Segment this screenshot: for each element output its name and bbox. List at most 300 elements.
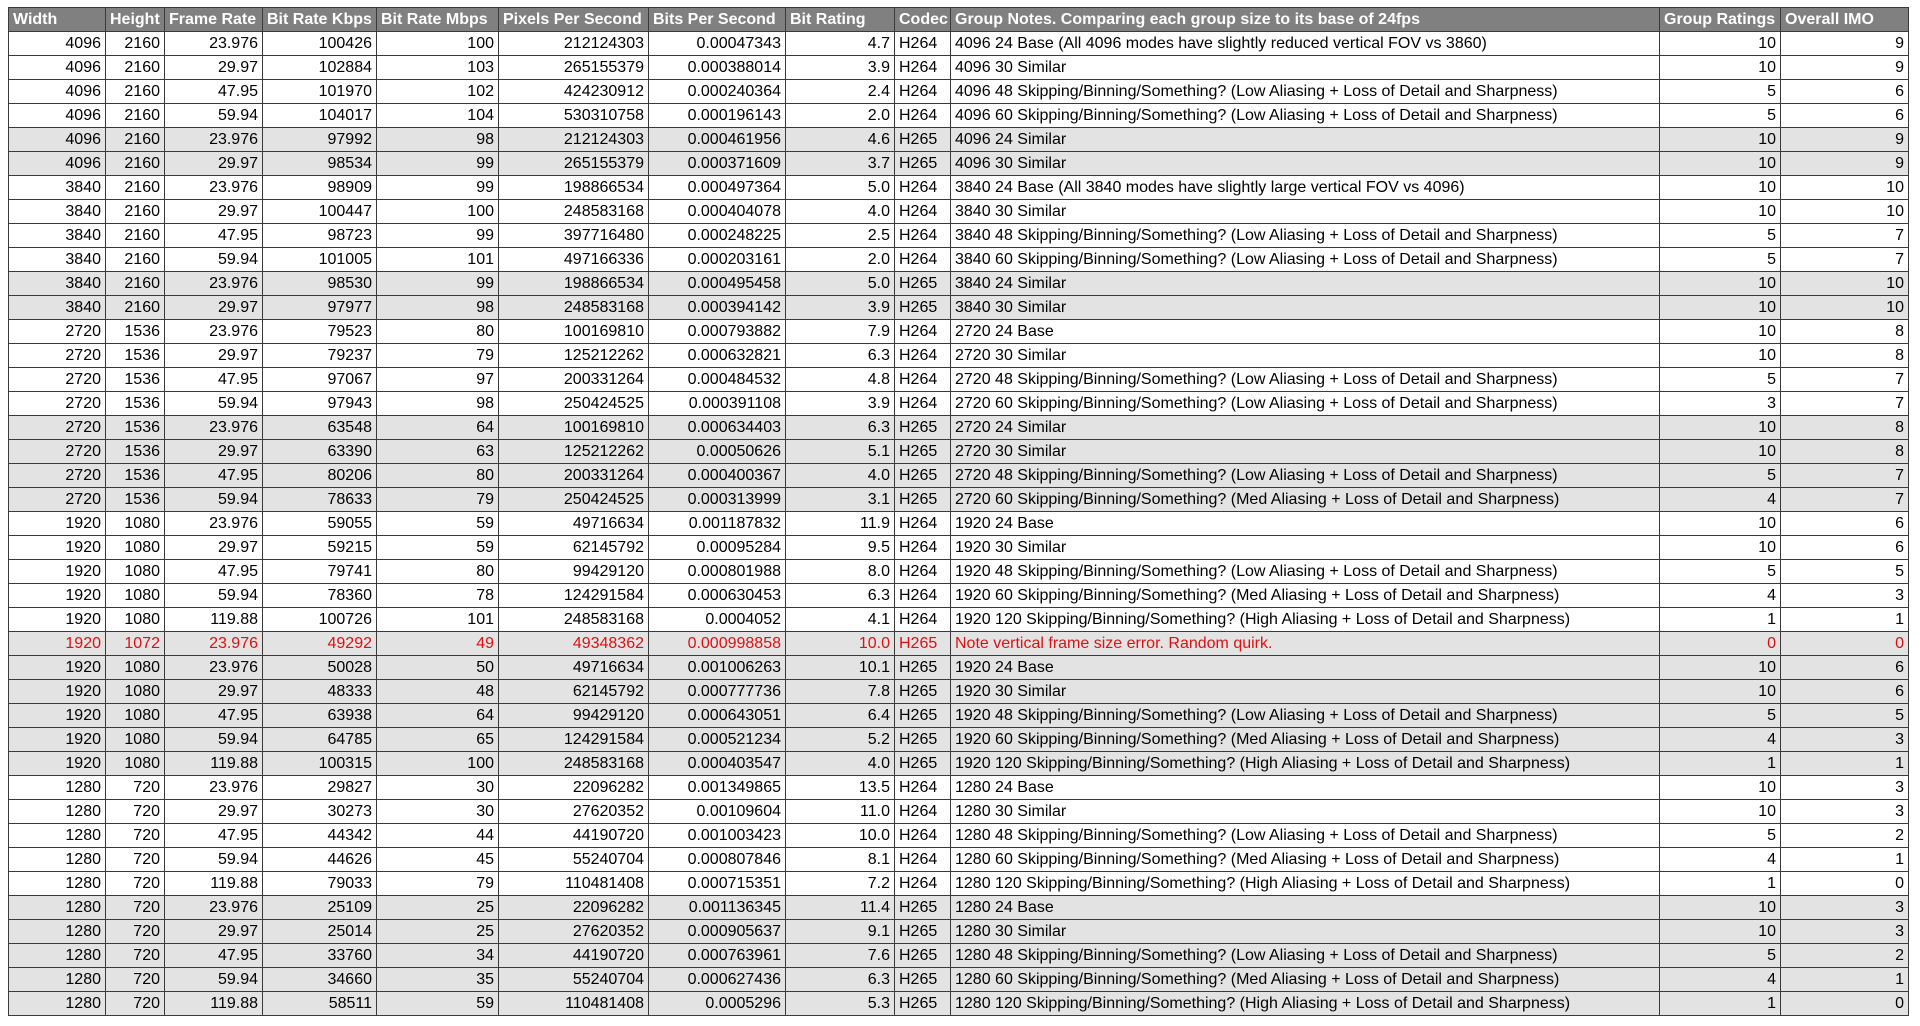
cell-codec[interactable]: H264 bbox=[895, 320, 951, 344]
cell-bitrate-mbps[interactable]: 99 bbox=[377, 224, 499, 248]
cell-width[interactable]: 1920 bbox=[9, 536, 106, 560]
cell-bits-per-second[interactable]: 0.000632821 bbox=[649, 344, 786, 368]
cell-group-note[interactable]: 2720 48 Skipping/Binning/Something? (Low Aliasing + Loss of Detail and Sharpness) bbox=[951, 464, 1660, 488]
cell-frame-rate[interactable]: 23.976 bbox=[165, 512, 263, 536]
cell-group-note[interactable]: 1280 60 Skipping/Binning/Something? (Med Aliasing + Loss of Detail and Sharpness) bbox=[951, 968, 1660, 992]
cell-bit-rating[interactable]: 5.2 bbox=[786, 728, 895, 752]
cell-bits-per-second[interactable]: 0.001006263 bbox=[649, 656, 786, 680]
cell-pixels-per-second[interactable]: 22096282 bbox=[499, 776, 649, 800]
cell-frame-rate[interactable]: 47.95 bbox=[165, 368, 263, 392]
cell-width[interactable]: 1280 bbox=[9, 872, 106, 896]
cell-bitrate-kbps[interactable]: 79741 bbox=[263, 560, 377, 584]
cell-bitrate-mbps[interactable]: 100 bbox=[377, 32, 499, 56]
cell-bitrate-mbps[interactable]: 97 bbox=[377, 368, 499, 392]
cell-pixels-per-second[interactable]: 100169810 bbox=[499, 320, 649, 344]
cell-group-note[interactable]: 2720 60 Skipping/Binning/Something? (Low Aliasing + Loss of Detail and Sharpness) bbox=[951, 392, 1660, 416]
cell-height[interactable]: 720 bbox=[106, 944, 165, 968]
cell-height[interactable]: 720 bbox=[106, 800, 165, 824]
cell-frame-rate[interactable]: 29.97 bbox=[165, 344, 263, 368]
cell-height[interactable]: 2160 bbox=[106, 152, 165, 176]
cell-group-rating[interactable]: 10 bbox=[1660, 272, 1781, 296]
cell-pixels-per-second[interactable]: 124291584 bbox=[499, 728, 649, 752]
cell-bits-per-second[interactable]: 0.000807846 bbox=[649, 848, 786, 872]
cell-bitrate-kbps[interactable]: 50028 bbox=[263, 656, 377, 680]
cell-height[interactable]: 720 bbox=[106, 992, 165, 1016]
cell-bits-per-second[interactable]: 0.001136345 bbox=[649, 896, 786, 920]
cell-height[interactable]: 1080 bbox=[106, 752, 165, 776]
cell-overall-imo[interactable]: 6 bbox=[1781, 656, 1909, 680]
cell-codec[interactable]: H265 bbox=[895, 992, 951, 1016]
cell-overall-imo[interactable]: 3 bbox=[1781, 920, 1909, 944]
cell-height[interactable]: 1080 bbox=[106, 560, 165, 584]
cell-codec[interactable]: H265 bbox=[895, 296, 951, 320]
cell-overall-imo[interactable]: 3 bbox=[1781, 728, 1909, 752]
cell-height[interactable]: 720 bbox=[106, 776, 165, 800]
cell-height[interactable]: 1536 bbox=[106, 488, 165, 512]
cell-bitrate-kbps[interactable]: 44342 bbox=[263, 824, 377, 848]
cell-width[interactable]: 2720 bbox=[9, 464, 106, 488]
cell-pixels-per-second[interactable]: 22096282 bbox=[499, 896, 649, 920]
cell-frame-rate[interactable]: 47.95 bbox=[165, 224, 263, 248]
cell-frame-rate[interactable]: 23.976 bbox=[165, 416, 263, 440]
cell-width[interactable]: 3840 bbox=[9, 296, 106, 320]
cell-bitrate-mbps[interactable]: 101 bbox=[377, 248, 499, 272]
cell-frame-rate[interactable]: 29.97 bbox=[165, 800, 263, 824]
cell-bit-rating[interactable]: 4.0 bbox=[786, 752, 895, 776]
cell-bit-rating[interactable]: 6.3 bbox=[786, 344, 895, 368]
cell-codec[interactable]: H265 bbox=[895, 464, 951, 488]
cell-group-note[interactable]: 3840 24 Similar bbox=[951, 272, 1660, 296]
cell-width[interactable]: 1280 bbox=[9, 824, 106, 848]
cell-bits-per-second[interactable]: 0.000248225 bbox=[649, 224, 786, 248]
cell-width[interactable]: 1920 bbox=[9, 752, 106, 776]
cell-group-rating[interactable]: 10 bbox=[1660, 776, 1781, 800]
cell-pixels-per-second[interactable]: 99429120 bbox=[499, 560, 649, 584]
cell-bitrate-mbps[interactable]: 59 bbox=[377, 992, 499, 1016]
cell-bit-rating[interactable]: 2.0 bbox=[786, 248, 895, 272]
cell-bitrate-mbps[interactable]: 100 bbox=[377, 200, 499, 224]
cell-bitrate-kbps[interactable]: 33760 bbox=[263, 944, 377, 968]
cell-pixels-per-second[interactable]: 100169810 bbox=[499, 416, 649, 440]
cell-height[interactable]: 1080 bbox=[106, 680, 165, 704]
cell-codec[interactable]: H264 bbox=[895, 392, 951, 416]
cell-overall-imo[interactable]: 9 bbox=[1781, 32, 1909, 56]
cell-pixels-per-second[interactable]: 44190720 bbox=[499, 824, 649, 848]
cell-height[interactable]: 2160 bbox=[106, 80, 165, 104]
cell-codec[interactable]: H264 bbox=[895, 80, 951, 104]
cell-bitrate-mbps[interactable]: 30 bbox=[377, 776, 499, 800]
cell-bits-per-second[interactable]: 0.000634403 bbox=[649, 416, 786, 440]
cell-pixels-per-second[interactable]: 248583168 bbox=[499, 752, 649, 776]
cell-codec[interactable]: H264 bbox=[895, 560, 951, 584]
cell-bits-per-second[interactable]: 0.000497364 bbox=[649, 176, 786, 200]
cell-frame-rate[interactable]: 29.97 bbox=[165, 680, 263, 704]
cell-overall-imo[interactable]: 8 bbox=[1781, 416, 1909, 440]
cell-codec[interactable]: H265 bbox=[895, 704, 951, 728]
cell-group-note[interactable]: 3840 30 Similar bbox=[951, 200, 1660, 224]
cell-group-rating[interactable]: 5 bbox=[1660, 368, 1781, 392]
cell-codec[interactable]: H265 bbox=[895, 728, 951, 752]
cell-height[interactable]: 2160 bbox=[106, 32, 165, 56]
cell-frame-rate[interactable]: 59.94 bbox=[165, 104, 263, 128]
cell-width[interactable]: 1920 bbox=[9, 560, 106, 584]
cell-overall-imo[interactable]: 10 bbox=[1781, 272, 1909, 296]
cell-group-rating[interactable]: 10 bbox=[1660, 656, 1781, 680]
cell-frame-rate[interactable]: 119.88 bbox=[165, 992, 263, 1016]
cell-height[interactable]: 1536 bbox=[106, 416, 165, 440]
cell-frame-rate[interactable]: 23.976 bbox=[165, 320, 263, 344]
cell-bits-per-second[interactable]: 0.000777736 bbox=[649, 680, 786, 704]
cell-pixels-per-second[interactable]: 44190720 bbox=[499, 944, 649, 968]
cell-codec[interactable]: H264 bbox=[895, 224, 951, 248]
cell-pixels-per-second[interactable]: 198866534 bbox=[499, 176, 649, 200]
cell-overall-imo[interactable]: 6 bbox=[1781, 680, 1909, 704]
cell-height[interactable]: 720 bbox=[106, 968, 165, 992]
cell-codec[interactable]: H265 bbox=[895, 752, 951, 776]
cell-pixels-per-second[interactable]: 250424525 bbox=[499, 392, 649, 416]
cell-codec[interactable]: H265 bbox=[895, 272, 951, 296]
cell-bitrate-kbps[interactable]: 104017 bbox=[263, 104, 377, 128]
cell-group-rating[interactable]: 5 bbox=[1660, 80, 1781, 104]
cell-bits-per-second[interactable]: 0.000484532 bbox=[649, 368, 786, 392]
cell-group-note[interactable]: 4096 48 Skipping/Binning/Something? (Low Aliasing + Loss of Detail and Sharpness) bbox=[951, 80, 1660, 104]
cell-overall-imo[interactable]: 0 bbox=[1781, 632, 1909, 656]
cell-group-rating[interactable]: 5 bbox=[1660, 560, 1781, 584]
cell-frame-rate[interactable]: 47.95 bbox=[165, 944, 263, 968]
cell-height[interactable]: 2160 bbox=[106, 56, 165, 80]
cell-group-note[interactable]: 1280 30 Similar bbox=[951, 800, 1660, 824]
cell-bits-per-second[interactable]: 0.00095284 bbox=[649, 536, 786, 560]
cell-pixels-per-second[interactable]: 99429120 bbox=[499, 704, 649, 728]
cell-pixels-per-second[interactable]: 424230912 bbox=[499, 80, 649, 104]
cell-frame-rate[interactable]: 29.97 bbox=[165, 200, 263, 224]
cell-bit-rating[interactable]: 4.7 bbox=[786, 32, 895, 56]
cell-group-rating[interactable]: 5 bbox=[1660, 704, 1781, 728]
cell-group-note[interactable]: 2720 24 Similar bbox=[951, 416, 1660, 440]
cell-pixels-per-second[interactable]: 265155379 bbox=[499, 152, 649, 176]
cell-height[interactable]: 2160 bbox=[106, 128, 165, 152]
cell-bitrate-mbps[interactable]: 98 bbox=[377, 296, 499, 320]
cell-group-rating[interactable]: 10 bbox=[1660, 896, 1781, 920]
cell-bitrate-kbps[interactable]: 63938 bbox=[263, 704, 377, 728]
cell-bits-per-second[interactable]: 0.000998858 bbox=[649, 632, 786, 656]
cell-frame-rate[interactable]: 23.976 bbox=[165, 176, 263, 200]
cell-pixels-per-second[interactable]: 200331264 bbox=[499, 368, 649, 392]
cell-bitrate-mbps[interactable]: 63 bbox=[377, 440, 499, 464]
cell-group-note[interactable]: 3840 48 Skipping/Binning/Something? (Low Aliasing + Loss of Detail and Sharpness) bbox=[951, 224, 1660, 248]
cell-bitrate-kbps[interactable]: 98909 bbox=[263, 176, 377, 200]
cell-pixels-per-second[interactable]: 212124303 bbox=[499, 32, 649, 56]
cell-frame-rate[interactable]: 119.88 bbox=[165, 872, 263, 896]
cell-bitrate-mbps[interactable]: 59 bbox=[377, 536, 499, 560]
cell-overall-imo[interactable]: 7 bbox=[1781, 464, 1909, 488]
cell-bitrate-kbps[interactable]: 79523 bbox=[263, 320, 377, 344]
cell-overall-imo[interactable]: 7 bbox=[1781, 368, 1909, 392]
cell-bitrate-mbps[interactable]: 99 bbox=[377, 152, 499, 176]
cell-width[interactable]: 1920 bbox=[9, 704, 106, 728]
cell-pixels-per-second[interactable]: 125212262 bbox=[499, 344, 649, 368]
cell-bitrate-kbps[interactable]: 63390 bbox=[263, 440, 377, 464]
cell-group-rating[interactable]: 4 bbox=[1660, 584, 1781, 608]
cell-group-note[interactable]: 1280 30 Similar bbox=[951, 920, 1660, 944]
col-frame-rate-header[interactable]: Frame Rate bbox=[165, 8, 263, 32]
cell-width[interactable]: 2720 bbox=[9, 344, 106, 368]
cell-codec[interactable]: H265 bbox=[895, 632, 951, 656]
cell-group-note[interactable]: 1280 120 Skipping/Binning/Something? (High Aliasing + Loss of Detail and Sharpness) bbox=[951, 992, 1660, 1016]
cell-width[interactable]: 4096 bbox=[9, 32, 106, 56]
cell-group-note[interactable]: 1280 48 Skipping/Binning/Something? (Low Aliasing + Loss of Detail and Sharpness) bbox=[951, 824, 1660, 848]
cell-codec[interactable]: H264 bbox=[895, 536, 951, 560]
cell-bitrate-mbps[interactable]: 98 bbox=[377, 128, 499, 152]
cell-bitrate-mbps[interactable]: 50 bbox=[377, 656, 499, 680]
cell-bitrate-kbps[interactable]: 101970 bbox=[263, 80, 377, 104]
cell-bitrate-kbps[interactable]: 101005 bbox=[263, 248, 377, 272]
cell-bit-rating[interactable]: 3.7 bbox=[786, 152, 895, 176]
cell-width[interactable]: 1280 bbox=[9, 920, 106, 944]
cell-pixels-per-second[interactable]: 248583168 bbox=[499, 296, 649, 320]
cell-bits-per-second[interactable]: 0.000793882 bbox=[649, 320, 786, 344]
cell-bit-rating[interactable]: 8.0 bbox=[786, 560, 895, 584]
cell-width[interactable]: 3840 bbox=[9, 200, 106, 224]
cell-group-note[interactable]: 1920 24 Base bbox=[951, 512, 1660, 536]
cell-frame-rate[interactable]: 47.95 bbox=[165, 560, 263, 584]
cell-frame-rate[interactable]: 47.95 bbox=[165, 824, 263, 848]
cell-bits-per-second[interactable]: 0.000801988 bbox=[649, 560, 786, 584]
cell-bits-per-second[interactable]: 0.000521234 bbox=[649, 728, 786, 752]
cell-codec[interactable]: H265 bbox=[895, 440, 951, 464]
cell-bitrate-kbps[interactable]: 97943 bbox=[263, 392, 377, 416]
cell-bit-rating[interactable]: 4.1 bbox=[786, 608, 895, 632]
cell-height[interactable]: 2160 bbox=[106, 224, 165, 248]
cell-bit-rating[interactable]: 5.1 bbox=[786, 440, 895, 464]
cell-overall-imo[interactable]: 7 bbox=[1781, 248, 1909, 272]
cell-bits-per-second[interactable]: 0.000715351 bbox=[649, 872, 786, 896]
cell-bit-rating[interactable]: 2.4 bbox=[786, 80, 895, 104]
cell-group-note[interactable]: 1920 48 Skipping/Binning/Something? (Low Aliasing + Loss of Detail and Sharpness) bbox=[951, 704, 1660, 728]
cell-group-note[interactable]: 1280 24 Base bbox=[951, 776, 1660, 800]
cell-bits-per-second[interactable]: 0.000240364 bbox=[649, 80, 786, 104]
cell-bit-rating[interactable]: 6.3 bbox=[786, 968, 895, 992]
cell-bitrate-kbps[interactable]: 79033 bbox=[263, 872, 377, 896]
cell-pixels-per-second[interactable]: 265155379 bbox=[499, 56, 649, 80]
cell-bits-per-second[interactable]: 0.0005296 bbox=[649, 992, 786, 1016]
col-bits-per-second-header[interactable]: Bits Per Second bbox=[649, 8, 786, 32]
cell-group-rating[interactable]: 10 bbox=[1660, 920, 1781, 944]
cell-group-rating[interactable]: 10 bbox=[1660, 320, 1781, 344]
cell-bitrate-mbps[interactable]: 45 bbox=[377, 848, 499, 872]
cell-bitrate-mbps[interactable]: 64 bbox=[377, 416, 499, 440]
cell-height[interactable]: 1080 bbox=[106, 512, 165, 536]
cell-bitrate-kbps[interactable]: 100447 bbox=[263, 200, 377, 224]
cell-width[interactable]: 1280 bbox=[9, 848, 106, 872]
cell-height[interactable]: 2160 bbox=[106, 272, 165, 296]
cell-group-rating[interactable]: 1 bbox=[1660, 608, 1781, 632]
cell-bit-rating[interactable]: 10.0 bbox=[786, 632, 895, 656]
cell-height[interactable]: 1536 bbox=[106, 392, 165, 416]
cell-pixels-per-second[interactable]: 62145792 bbox=[499, 536, 649, 560]
cell-group-rating[interactable]: 0 bbox=[1660, 632, 1781, 656]
cell-width[interactable]: 2720 bbox=[9, 368, 106, 392]
cell-bits-per-second[interactable]: 0.00047343 bbox=[649, 32, 786, 56]
cell-width[interactable]: 1920 bbox=[9, 608, 106, 632]
cell-codec[interactable]: H265 bbox=[895, 968, 951, 992]
cell-group-rating[interactable]: 4 bbox=[1660, 968, 1781, 992]
cell-bitrate-kbps[interactable]: 58511 bbox=[263, 992, 377, 1016]
cell-frame-rate[interactable]: 119.88 bbox=[165, 608, 263, 632]
cell-bit-rating[interactable]: 8.1 bbox=[786, 848, 895, 872]
cell-bitrate-kbps[interactable]: 80206 bbox=[263, 464, 377, 488]
cell-bitrate-mbps[interactable]: 79 bbox=[377, 872, 499, 896]
cell-height[interactable]: 1080 bbox=[106, 704, 165, 728]
cell-bit-rating[interactable]: 10.0 bbox=[786, 824, 895, 848]
cell-bitrate-mbps[interactable]: 101 bbox=[377, 608, 499, 632]
cell-overall-imo[interactable]: 10 bbox=[1781, 296, 1909, 320]
cell-bits-per-second[interactable]: 0.000630453 bbox=[649, 584, 786, 608]
cell-group-note[interactable]: 1920 48 Skipping/Binning/Something? (Low Aliasing + Loss of Detail and Sharpness) bbox=[951, 560, 1660, 584]
cell-frame-rate[interactable]: 59.94 bbox=[165, 728, 263, 752]
cell-bits-per-second[interactable]: 0.00050626 bbox=[649, 440, 786, 464]
cell-codec[interactable]: H264 bbox=[895, 848, 951, 872]
cell-codec[interactable]: H265 bbox=[895, 656, 951, 680]
cell-group-rating[interactable]: 1 bbox=[1660, 872, 1781, 896]
cell-codec[interactable]: H264 bbox=[895, 608, 951, 632]
cell-bitrate-kbps[interactable]: 25014 bbox=[263, 920, 377, 944]
cell-width[interactable]: 2720 bbox=[9, 320, 106, 344]
cell-pixels-per-second[interactable]: 49716634 bbox=[499, 656, 649, 680]
cell-bitrate-mbps[interactable]: 99 bbox=[377, 272, 499, 296]
cell-bitrate-kbps[interactable]: 100726 bbox=[263, 608, 377, 632]
cell-group-note[interactable]: 2720 48 Skipping/Binning/Something? (Low Aliasing + Loss of Detail and Sharpness) bbox=[951, 368, 1660, 392]
cell-pixels-per-second[interactable]: 125212262 bbox=[499, 440, 649, 464]
cell-width[interactable]: 1280 bbox=[9, 968, 106, 992]
cell-height[interactable]: 1080 bbox=[106, 728, 165, 752]
cell-bitrate-mbps[interactable]: 25 bbox=[377, 920, 499, 944]
cell-group-rating[interactable]: 4 bbox=[1660, 728, 1781, 752]
cell-bitrate-kbps[interactable]: 100426 bbox=[263, 32, 377, 56]
cell-bitrate-kbps[interactable]: 97992 bbox=[263, 128, 377, 152]
cell-codec[interactable]: H265 bbox=[895, 944, 951, 968]
cell-bitrate-kbps[interactable]: 98723 bbox=[263, 224, 377, 248]
cell-bitrate-kbps[interactable]: 78633 bbox=[263, 488, 377, 512]
cell-bitrate-kbps[interactable]: 59055 bbox=[263, 512, 377, 536]
cell-width[interactable]: 2720 bbox=[9, 416, 106, 440]
cell-group-rating[interactable]: 10 bbox=[1660, 56, 1781, 80]
cell-bitrate-kbps[interactable]: 100315 bbox=[263, 752, 377, 776]
cell-frame-rate[interactable]: 29.97 bbox=[165, 56, 263, 80]
cell-bitrate-kbps[interactable]: 79237 bbox=[263, 344, 377, 368]
cell-group-rating[interactable]: 5 bbox=[1660, 464, 1781, 488]
cell-bitrate-mbps[interactable]: 80 bbox=[377, 560, 499, 584]
cell-pixels-per-second[interactable]: 198866534 bbox=[499, 272, 649, 296]
cell-bit-rating[interactable]: 9.5 bbox=[786, 536, 895, 560]
cell-group-rating[interactable]: 4 bbox=[1660, 488, 1781, 512]
cell-bit-rating[interactable]: 3.9 bbox=[786, 56, 895, 80]
cell-bit-rating[interactable]: 7.2 bbox=[786, 872, 895, 896]
cell-group-rating[interactable]: 3 bbox=[1660, 392, 1781, 416]
cell-group-note[interactable]: Note vertical frame size error. Random quirk. bbox=[951, 632, 1660, 656]
cell-frame-rate[interactable]: 47.95 bbox=[165, 464, 263, 488]
cell-bits-per-second[interactable]: 0.000404078 bbox=[649, 200, 786, 224]
cell-bitrate-kbps[interactable]: 97977 bbox=[263, 296, 377, 320]
cell-width[interactable]: 3840 bbox=[9, 224, 106, 248]
cell-pixels-per-second[interactable]: 49716634 bbox=[499, 512, 649, 536]
cell-bits-per-second[interactable]: 0.001349865 bbox=[649, 776, 786, 800]
cell-overall-imo[interactable]: 8 bbox=[1781, 344, 1909, 368]
cell-codec[interactable]: H264 bbox=[895, 584, 951, 608]
cell-bit-rating[interactable]: 4.0 bbox=[786, 464, 895, 488]
cell-width[interactable]: 4096 bbox=[9, 104, 106, 128]
cell-group-rating[interactable]: 10 bbox=[1660, 128, 1781, 152]
cell-bits-per-second[interactable]: 0.000763961 bbox=[649, 944, 786, 968]
cell-bit-rating[interactable]: 7.6 bbox=[786, 944, 895, 968]
cell-bitrate-kbps[interactable]: 64785 bbox=[263, 728, 377, 752]
cell-codec[interactable]: H264 bbox=[895, 800, 951, 824]
cell-bitrate-mbps[interactable]: 48 bbox=[377, 680, 499, 704]
cell-bits-per-second[interactable]: 0.000388014 bbox=[649, 56, 786, 80]
cell-width[interactable]: 1280 bbox=[9, 992, 106, 1016]
cell-height[interactable]: 1536 bbox=[106, 320, 165, 344]
cell-bit-rating[interactable]: 3.1 bbox=[786, 488, 895, 512]
cell-pixels-per-second[interactable]: 248583168 bbox=[499, 608, 649, 632]
cell-width[interactable]: 1280 bbox=[9, 776, 106, 800]
cell-group-note[interactable]: 1280 24 Base bbox=[951, 896, 1660, 920]
cell-bitrate-mbps[interactable]: 30 bbox=[377, 800, 499, 824]
cell-width[interactable]: 2720 bbox=[9, 488, 106, 512]
cell-height[interactable]: 1536 bbox=[106, 464, 165, 488]
cell-bitrate-kbps[interactable]: 30273 bbox=[263, 800, 377, 824]
cell-codec[interactable]: H265 bbox=[895, 488, 951, 512]
cell-overall-imo[interactable]: 3 bbox=[1781, 800, 1909, 824]
cell-width[interactable]: 2720 bbox=[9, 392, 106, 416]
cell-bitrate-kbps[interactable]: 59215 bbox=[263, 536, 377, 560]
cell-pixels-per-second[interactable]: 250424525 bbox=[499, 488, 649, 512]
cell-bitrate-mbps[interactable]: 102 bbox=[377, 80, 499, 104]
cell-frame-rate[interactable]: 23.976 bbox=[165, 32, 263, 56]
cell-overall-imo[interactable]: 7 bbox=[1781, 224, 1909, 248]
cell-group-note[interactable]: 1280 48 Skipping/Binning/Something? (Low Aliasing + Loss of Detail and Sharpness) bbox=[951, 944, 1660, 968]
cell-bits-per-second[interactable]: 0.000495458 bbox=[649, 272, 786, 296]
cell-group-note[interactable]: 1280 60 Skipping/Binning/Something? (Med Aliasing + Loss of Detail and Sharpness) bbox=[951, 848, 1660, 872]
cell-overall-imo[interactable]: 7 bbox=[1781, 488, 1909, 512]
cell-bitrate-kbps[interactable]: 25109 bbox=[263, 896, 377, 920]
cell-bitrate-kbps[interactable]: 63548 bbox=[263, 416, 377, 440]
cell-overall-imo[interactable]: 9 bbox=[1781, 152, 1909, 176]
cell-bits-per-second[interactable]: 0.000905637 bbox=[649, 920, 786, 944]
cell-pixels-per-second[interactable]: 110481408 bbox=[499, 992, 649, 1016]
col-height-header[interactable]: Height bbox=[106, 8, 165, 32]
cell-bits-per-second[interactable]: 0.000196143 bbox=[649, 104, 786, 128]
cell-width[interactable]: 1280 bbox=[9, 944, 106, 968]
cell-height[interactable]: 720 bbox=[106, 920, 165, 944]
cell-bitrate-kbps[interactable]: 49292 bbox=[263, 632, 377, 656]
cell-group-note[interactable]: 1920 24 Base bbox=[951, 656, 1660, 680]
cell-bitrate-kbps[interactable]: 44626 bbox=[263, 848, 377, 872]
cell-group-rating[interactable]: 5 bbox=[1660, 824, 1781, 848]
cell-overall-imo[interactable]: 1 bbox=[1781, 848, 1909, 872]
cell-height[interactable]: 1536 bbox=[106, 368, 165, 392]
cell-bitrate-kbps[interactable]: 102884 bbox=[263, 56, 377, 80]
cell-overall-imo[interactable]: 1 bbox=[1781, 968, 1909, 992]
cell-group-note[interactable]: 2720 30 Similar bbox=[951, 440, 1660, 464]
cell-frame-rate[interactable]: 23.976 bbox=[165, 896, 263, 920]
cell-overall-imo[interactable]: 9 bbox=[1781, 128, 1909, 152]
cell-width[interactable]: 3840 bbox=[9, 176, 106, 200]
cell-bitrate-kbps[interactable]: 34660 bbox=[263, 968, 377, 992]
cell-frame-rate[interactable]: 23.976 bbox=[165, 632, 263, 656]
cell-width[interactable]: 1280 bbox=[9, 800, 106, 824]
cell-width[interactable]: 4096 bbox=[9, 80, 106, 104]
cell-bitrate-kbps[interactable]: 97067 bbox=[263, 368, 377, 392]
